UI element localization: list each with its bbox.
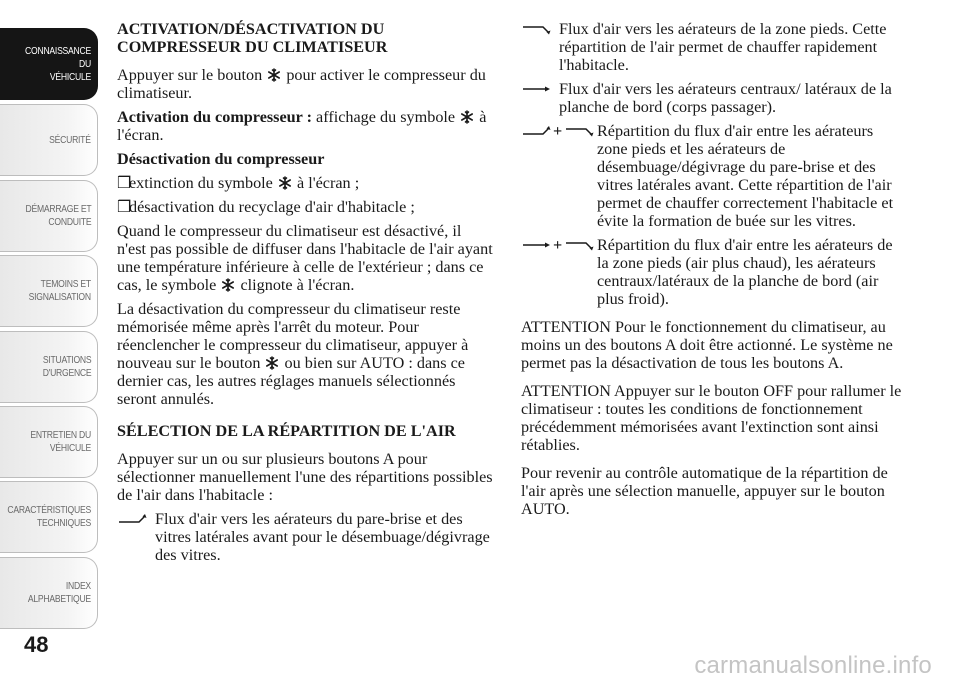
tab-temoins-et-signalisation[interactable] (0, 255, 98, 327)
airflow-windscreen-icon (117, 510, 155, 528)
paragraph-activation (117, 108, 493, 144)
tab-label: DÉMARRAGE ET CONDUITE (25, 203, 91, 228)
tab-index-alphabetique[interactable] (0, 557, 98, 629)
checkbox-bullet-icon: ❒ (117, 198, 132, 216)
entry-text: Répartition du flux d'air entre les aérateurs de la zone pieds (air plus chaud), les aérateurs centraux/latéraux de la planche de bord (air plus froid). (597, 236, 893, 308)
tab-label: CARACTÉRISTIQUES TECHNIQUES (7, 504, 91, 529)
page-number: 48 (24, 632, 49, 657)
text: Quand le compresseur du climatiseur est désactivé, il n'est pas possible de diffuser dans l'habitacle de l'air ayant une température inférieure à celle de l'extérieur ; dans ce cas, le symbole (117, 222, 493, 294)
tab-securite[interactable] (0, 104, 98, 176)
label-activation: Activation du compresseur : (117, 108, 312, 126)
entry-text: Répartition du flux d'air entre les aérateurs zone pieds et les aérateurs de désembuage/dégivrage du pare-brise et des vitres latérales avant. Cette répartition de l'air permet de chauffer correctement l'habitacle et évite la formation de buée sur les vitres. (597, 122, 894, 230)
snowflake-icon (221, 278, 235, 292)
tab-label: SITUATIONS D'URGENCE (42, 354, 91, 379)
text: extinction du symbole (129, 174, 277, 192)
entry-text: Flux d'air vers les aérateurs du pare-brise et des vitres latérales avant pour le désembuage/dégivrage des vitres. (155, 510, 490, 564)
section-heading-compressor: ACTIVATION/DÉSACTIVATION DU COMPRESSEUR DU CLIMATISEUR (117, 20, 388, 56)
entry-text: Flux d'air vers les aérateurs de la zone pieds. Cette répartition de l'air permet de chauffer rapidement l'habitacle. (559, 20, 887, 74)
entry-text: Flux d'air vers les aérateurs centraux/ latéraux de la planche de bord (corps passager). (559, 80, 892, 116)
text: La désactivation du compresseur du climatiseur reste mémorisée même après l'arrêt du moteur. Pour réenclencher le compresseur du climatiseur, appuyer à nouveau sur le bouton (117, 300, 469, 372)
airflow-feet-icon (521, 20, 559, 38)
paragraph-auto-return: Pour revenir au contrôle automatique de la répartition de l'air après une sélection manuelle, appuyer sur le bouton AUTO. (521, 464, 888, 518)
section-heading-air-distribution: SÉLECTION DE LA RÉPARTITION DE L'AIR (117, 422, 456, 440)
attention-note-buttons: ATTENTION Pour le fonctionnement du climatiseur, au moins un des boutons A doit être actionné. Le système ne permet pas la désactivation de tous les boutons A. (521, 318, 893, 372)
tab-label: TEMOINS ET SIGNALISATION (28, 278, 91, 303)
text: à l'écran. (117, 108, 487, 144)
distribution-entry-dashboard (521, 80, 906, 116)
subheading-deactivation: Désactivation du compresseur (117, 150, 325, 168)
snowflake-icon (460, 110, 474, 124)
tab-label: INDEX ALPHABETIQUE (27, 580, 91, 605)
snowflake-icon (267, 68, 281, 82)
text: ou bien sur AUTO : dans ce dernier cas, les autres réglages manuels sélectionnés seront annulés. (117, 354, 465, 408)
distribution-entry-feet (521, 20, 906, 74)
tab-caracteristiques-techniques[interactable] (0, 481, 98, 553)
distribution-entry-feet-dashboard (521, 236, 906, 308)
paragraph-deactivated-info (117, 222, 493, 294)
attention-note-off: ATTENTION Appuyer sur le bouton OFF pour rallumer le climatiseur : toutes les conditions de fonctionnement précédemment mémorisées avant l'extinction sont ainsi rétablies. (521, 382, 902, 454)
tab-label: CONNAISSANCE DU VÉHICULE (25, 44, 91, 83)
text: affichage du symbole (312, 108, 460, 126)
left-column (117, 20, 493, 570)
distribution-entry-feet-windscreen (521, 122, 906, 230)
text: Appuyer sur le bouton (117, 66, 267, 84)
watermark: carmanualsonline.info (694, 652, 932, 679)
right-column (521, 20, 906, 524)
snowflake-icon (278, 176, 292, 190)
tab-entretien-du-vehicule[interactable] (0, 406, 98, 478)
chapter-sidebar (0, 0, 100, 686)
plus-sign: + (553, 236, 563, 254)
paragraph-memorized (117, 300, 493, 408)
text: désactivation du recyclage d'air d'habitacle ; (129, 198, 415, 216)
airflow-feet-windscreen-icon (521, 122, 597, 140)
plus-sign: + (553, 122, 563, 140)
airflow-feet-dashboard-icon (521, 236, 597, 254)
bullet-item (117, 198, 493, 216)
paragraph-select-distribution: Appuyer sur un ou sur plusieurs boutons A pour sélectionner manuellement l'une des répartitions possibles de l'air dans l'habitacle : (117, 450, 493, 504)
bullet-item (117, 174, 493, 192)
text: à l'écran ; (292, 174, 360, 192)
text: pour activer le compresseur du climatiseur. (117, 66, 486, 102)
tab-demarrage-et-conduite[interactable] (0, 180, 98, 252)
paragraph-activate (117, 66, 493, 102)
checkbox-bullet-icon: ❒ (117, 174, 132, 192)
snowflake-icon (265, 356, 279, 370)
tab-situations-durgence[interactable] (0, 331, 98, 403)
airflow-dashboard-icon (521, 80, 559, 98)
tab-connaissance-du-vehicule[interactable] (0, 28, 98, 100)
text: clignote à l'écran. (236, 276, 355, 294)
tab-label: ENTRETIEN DU VÉHICULE (30, 429, 91, 454)
tab-label: SÉCURITÉ (49, 133, 91, 146)
distribution-entry-windscreen (117, 510, 493, 564)
